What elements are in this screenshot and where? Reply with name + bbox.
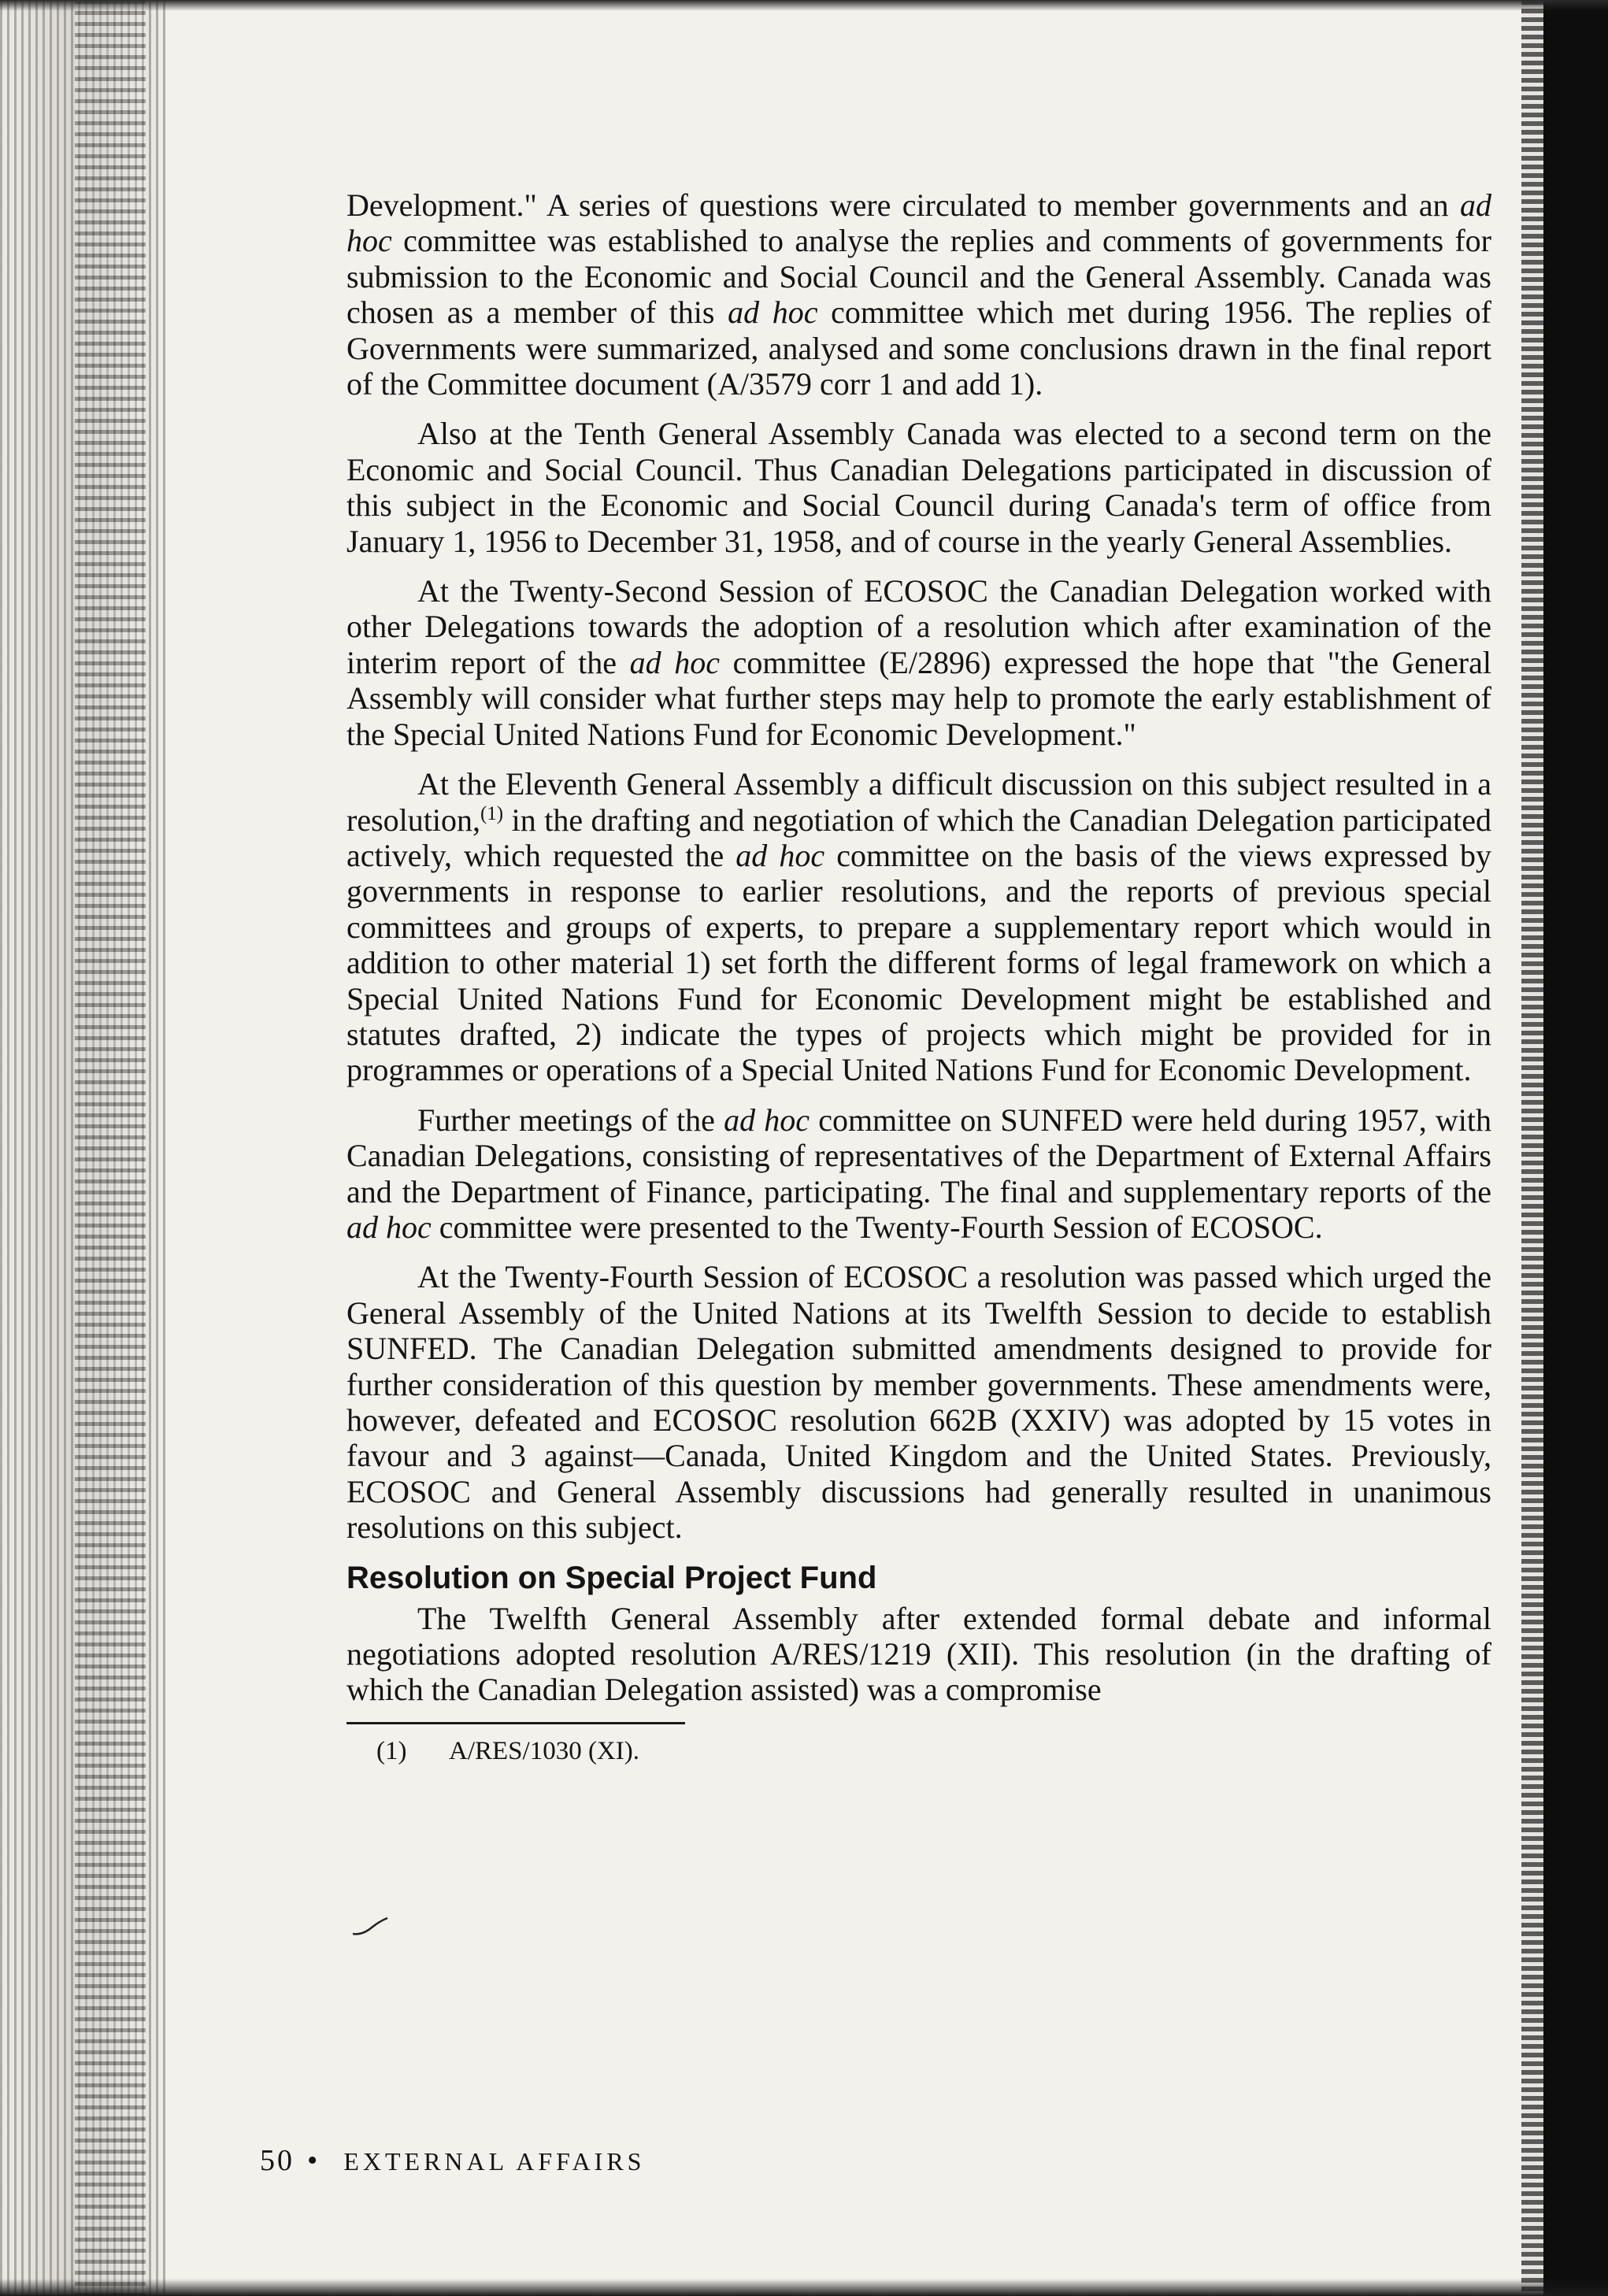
paragraph [346, 573, 1491, 752]
paragraph [346, 766, 1491, 1088]
paragraph [346, 1259, 1491, 1545]
paragraph [346, 187, 1491, 402]
section-paragraph: The Twelfth General Assembly after extended formal debate and informal negotiations adopted resolution A/RES/1219 (XII). This resolution (in the drafting of which the Canadian Delegation assisted) was a compromise [346, 1600, 1491, 1708]
text-run: committee on SUNFED were held during 1957, with Canadian Delegations, consisting of representatives of the Department of External Affairs and the Department of Finance, participating. The final and supplementary reports of the [346, 1102, 1491, 1209]
body-paragraphs [346, 187, 1491, 1546]
text-run: Also at the Tenth General Assembly Canada was elected to a second term on the Economic and Social Council. Thus Canadian Delegations participated in discussion of this subject in the Economic and Social Council during Canada's term of office from January 1, 1956 to December 31, 1958, and of course in the yearly General Assemblies. [346, 416, 1491, 559]
text-run: Development." A series of questions were circulated to member governments and an [346, 187, 1460, 223]
text-run: At the Twenty-Fourth Session of ECOSOC a resolution was passed which urged the General Assembly of the United Nations at its Twelfth Session to decide to establish SUNFED. The Canadian Delegation submitted amendments designed to provide for further consideration of this question by member governments. These amendments were, however, defeated and ECOSOC resolution 662B (XXIV) was adopted by 15 votes in favour and 3 against—Canada, United Kingdom and the United States. Previously, ECOSOC and General Assembly discussions had generally resulted in unanimous resolutions on this subject. [346, 1259, 1491, 1546]
italic-term: ad hoc [724, 1102, 810, 1138]
page-number: 50 [260, 2144, 295, 2177]
footnote [346, 1735, 1491, 1767]
italic-term: ad hoc [346, 187, 1491, 259]
italic-term: ad hoc [735, 837, 825, 873]
text-run: committee (E/2896) expressed the hope that "the General Assembly will consider what further steps may help to promote the early establishment of the Special United Nations Fund for Economic Development." [346, 644, 1491, 752]
italic-term: ad hoc [728, 294, 818, 331]
text-run: committee which met during 1956. The replies of Governments were summarized, analysed and some conclusions drawn in the final report of the Committee document (A/3579 corr 1 and add 1). [346, 294, 1491, 402]
text-run: committee on the basis of the views expressed by governments in response to earlier resolutions, and the reports of previous special committees and groups of experts, to prepare a supplementary report which would in addition to other material 1) set forth the different forms of legal framework on which a Special United Nations Fund for Economic Development might be established and statutes drafted, 2) indicate the types of projects which might be provided for in programmes or operations of a Special United Nations Fund for Economic Development. [346, 837, 1491, 1088]
paragraph [346, 416, 1491, 559]
pencil-check-mark [351, 1915, 398, 1937]
footnote-text: A/RES/1030 (XI). [449, 1736, 639, 1765]
scan-left-binding [75, 0, 146, 2296]
footer-bullet: • [307, 2144, 320, 2177]
footnote-rule [346, 1722, 685, 1724]
section-heading: Resolution on Special Project Fund [346, 1560, 877, 1595]
footnote-reference: (1) [480, 802, 504, 824]
paragraph [346, 1102, 1491, 1246]
scan-top-edge [0, 0, 1608, 11]
scan-right-edge [1543, 0, 1608, 2296]
text-run: At the Twenty-Second Session of ECOSOC the Canadian Delegation worked with other Delegations towards the adoption of a resolution which after examination of the interim report of the [346, 573, 1491, 680]
publication-title: EXTERNAL AFFAIRS [343, 2147, 646, 2176]
text-run: in the drafting and negotiation of which the Canadian Delegation participated actively, which requested the [346, 802, 1491, 873]
page-body [346, 187, 1491, 1767]
scan-bottom-edge [0, 2279, 1608, 2296]
text-run: Further meetings of the [417, 1102, 724, 1138]
text-run: committee were presented to the Twenty-Fourth Session of ECOSOC. [431, 1209, 1323, 1245]
italic-term: ad hoc [346, 1209, 432, 1245]
footnote-number: (1) [376, 1736, 407, 1765]
italic-term: ad hoc [629, 644, 721, 680]
text-run: At the Eleventh General Assembly a difficult discussion on this subject resulted in a resolution, [346, 766, 1491, 838]
page-footer [260, 2143, 645, 2178]
text-run: committee was established to analyse the replies and comments of governments for submission to the Economic and Social Council and the General Assembly. Canada was chosen as a member of this [346, 223, 1491, 331]
scan-right-grain [1521, 0, 1543, 2296]
